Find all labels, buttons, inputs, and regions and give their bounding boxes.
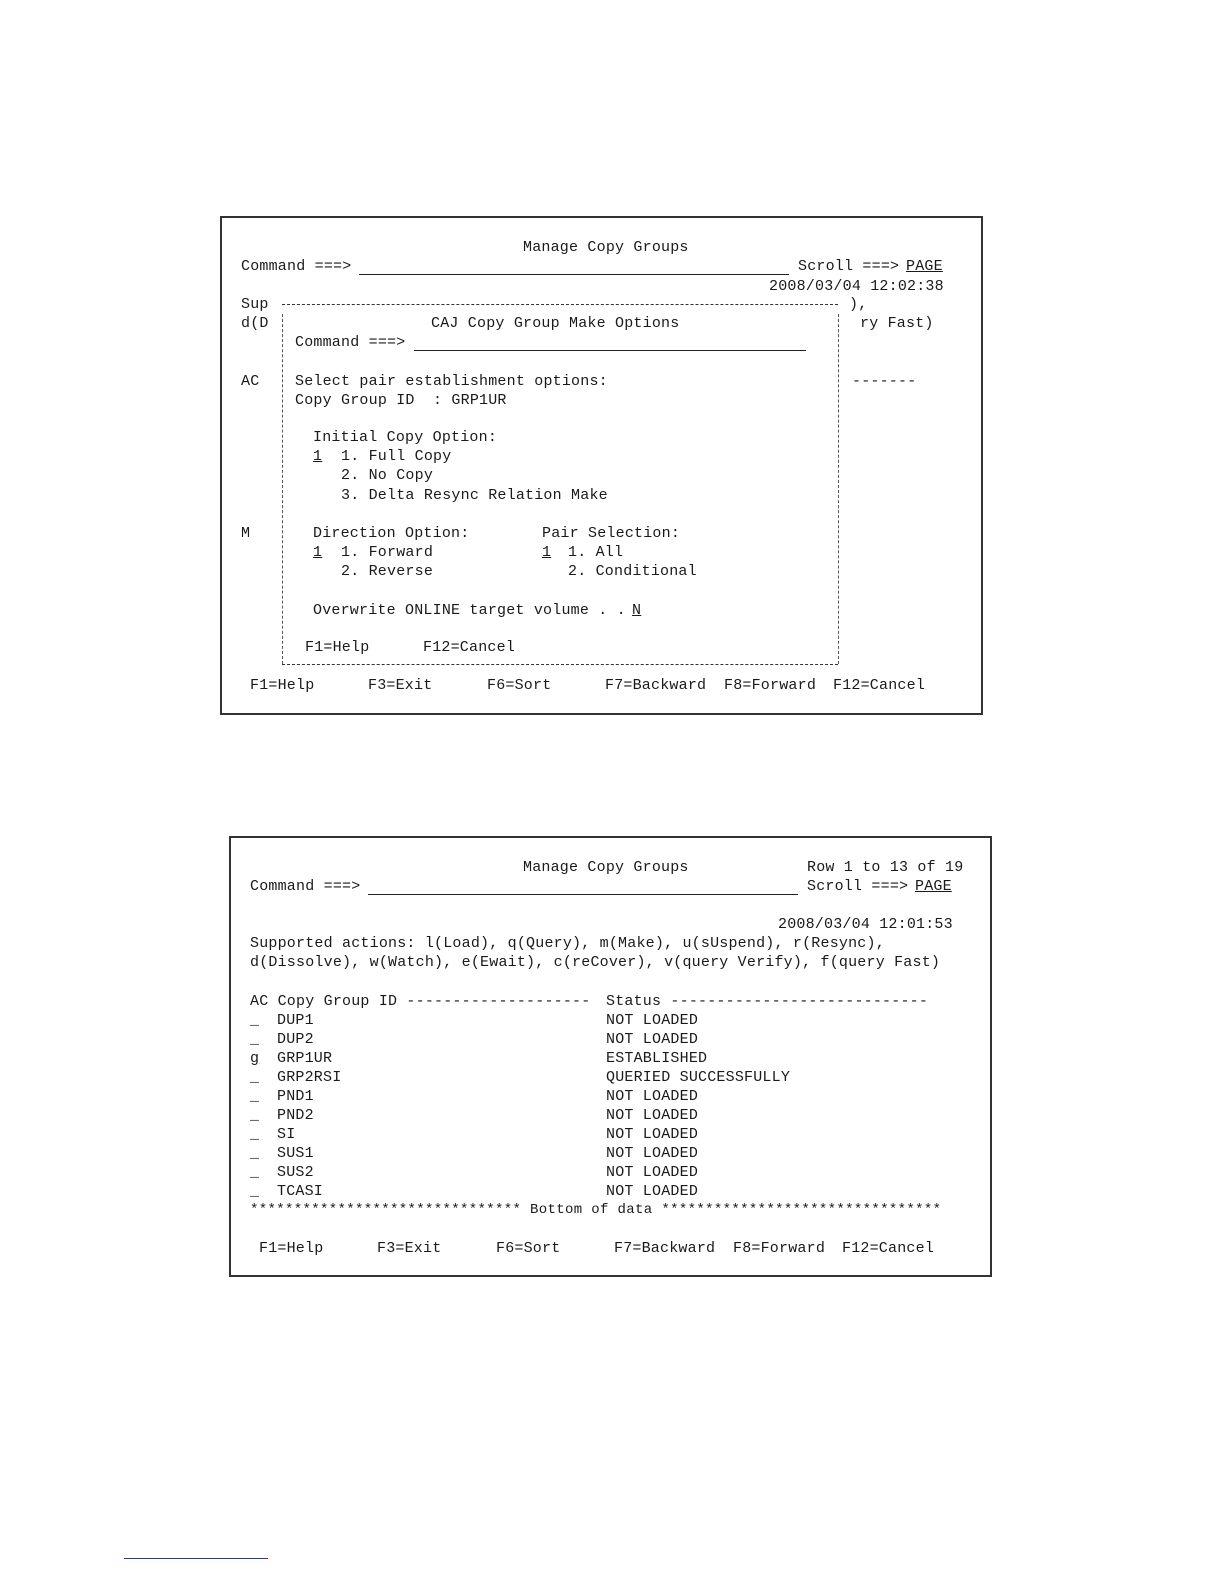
fkey-sort[interactable]: F6=Sort (496, 1240, 561, 1257)
row-group-id: PND2 (277, 1107, 314, 1124)
fkey-exit[interactable]: F3=Exit (368, 677, 433, 694)
overwrite-label: Overwrite ONLINE target volume . . (313, 602, 626, 619)
direction-option-reverse: 2. Reverse (341, 563, 434, 580)
direction-label: Direction Option: (313, 525, 470, 542)
fkey-forward[interactable]: F8=Forward (733, 1240, 826, 1257)
popup-top-border (282, 304, 838, 305)
row-group-id: SI (277, 1126, 296, 1143)
supported-actions-line1: Supported actions: l(Load), q(Query), m(Make), u(sUspend), r(Resync), (250, 935, 885, 952)
timestamp: 2008/03/04 12:01:53 (778, 916, 953, 933)
popup-command-label: Command ===> (295, 334, 406, 351)
row-group-id: DUP1 (277, 1012, 314, 1029)
row-status: NOT LOADED (606, 1107, 699, 1124)
fkey-exit[interactable]: F3=Exit (377, 1240, 442, 1257)
scroll-field[interactable]: PAGE (906, 258, 943, 275)
direction-field[interactable]: 1 (313, 544, 323, 561)
fkey-backward[interactable]: F7=Backward (605, 677, 707, 694)
row-ac-field[interactable]: _ (250, 1088, 260, 1105)
row-ac-field[interactable]: _ (250, 1145, 260, 1162)
initial-copy-field[interactable]: 1 (313, 448, 323, 465)
initial-copy-option-nocopy: 2. No Copy (341, 467, 434, 484)
screen-title: Manage Copy Groups (523, 859, 689, 876)
scroll-field[interactable]: PAGE (915, 878, 952, 895)
initial-copy-label: Initial Copy Option: (313, 429, 498, 446)
screen-manage-copy-groups (229, 836, 992, 1277)
command-label: Command ===> (241, 258, 352, 275)
select-text: Select pair establishment options: (295, 373, 608, 390)
pair-selection-label: Pair Selection: (542, 525, 681, 542)
row-status: QUERIED SUCCESSFULLY (606, 1069, 791, 1086)
pair-selection-option-all: 1. All (568, 544, 624, 561)
row-group-id: PND1 (277, 1088, 314, 1105)
fkey-sort[interactable]: F6=Sort (487, 677, 552, 694)
fkey-cancel[interactable]: F12=Cancel (833, 677, 926, 694)
row-group-id: SUS1 (277, 1145, 314, 1162)
popup-left-border (282, 314, 283, 664)
header-status: Status ---------------------------- (606, 993, 929, 1010)
row-status: NOT LOADED (606, 1164, 699, 1181)
row-status: NOT LOADED (606, 1088, 699, 1105)
fkey-help[interactable]: F1=Help (259, 1240, 324, 1257)
bg-fragment-right3: ------- (852, 373, 917, 390)
row-group-id: DUP2 (277, 1031, 314, 1048)
initial-copy-option-full: 1. Full Copy (341, 448, 452, 465)
direction-option-forward: 1. Forward (341, 544, 434, 561)
timestamp: 2008/03/04 12:02:38 (769, 278, 944, 295)
row-status: NOT LOADED (606, 1126, 699, 1143)
row-ac-field[interactable]: _ (250, 1031, 260, 1048)
row-status: ESTABLISHED (606, 1050, 708, 1067)
bottom-of-data: ******************************* Bottom of data ******************************** (250, 1202, 942, 1218)
row-group-id: GRP2RSI (277, 1069, 342, 1086)
pair-selection-field[interactable]: 1 (542, 544, 552, 561)
scroll-label: Scroll ===> (807, 878, 909, 895)
row-group-id: TCASI (277, 1183, 324, 1200)
footnote-separator (124, 1558, 268, 1559)
pair-selection-option-conditional: 2. Conditional (568, 563, 697, 580)
row-ac-field[interactable]: g (250, 1050, 260, 1067)
row-status: NOT LOADED (606, 1183, 699, 1200)
scroll-label: Scroll ===> (798, 258, 900, 275)
fkey-forward[interactable]: F8=Forward (724, 677, 817, 694)
initial-copy-option-delta: 3. Delta Resync Relation Make (341, 487, 608, 504)
fkey-cancel[interactable]: F12=Cancel (842, 1240, 935, 1257)
bg-fragment-dd: d(D (241, 315, 269, 332)
bg-fragment-right1: ), (849, 296, 868, 313)
row-ac-field[interactable]: _ (250, 1126, 260, 1143)
bg-fragment-sup: Sup (241, 296, 269, 313)
row-status: NOT LOADED (606, 1145, 699, 1162)
row-ac-field[interactable]: _ (250, 1012, 260, 1029)
row-ac-field[interactable]: _ (250, 1107, 260, 1124)
bg-fragment-m: M (241, 525, 251, 542)
popup-right-border (838, 314, 839, 664)
row-status: NOT LOADED (606, 1012, 699, 1029)
bg-fragment-right2: ry Fast) (860, 315, 934, 332)
popup-key-cancel[interactable]: F12=Cancel (423, 639, 516, 656)
row-status: NOT LOADED (606, 1031, 699, 1048)
command-input[interactable] (359, 274, 789, 275)
popup-key-help[interactable]: F1=Help (305, 639, 370, 656)
row-ac-field[interactable]: _ (250, 1183, 260, 1200)
row-info: Row 1 to 13 of 19 (807, 859, 964, 876)
row-group-id: GRP1UR (277, 1050, 333, 1067)
bg-fragment-ac: AC (241, 373, 260, 390)
popup-command-input[interactable] (414, 350, 806, 351)
command-label: Command ===> (250, 878, 361, 895)
fkey-backward[interactable]: F7=Backward (614, 1240, 716, 1257)
row-group-id: SUS2 (277, 1164, 314, 1181)
supported-actions-line2: d(Dissolve), w(Watch), e(Ewait), c(reCover), v(query Verify), f(query Fast) (250, 954, 941, 971)
popup-title: CAJ Copy Group Make Options (431, 315, 680, 332)
overwrite-field[interactable]: N (632, 602, 642, 619)
copy-group-id: Copy Group ID : GRP1UR (295, 392, 507, 409)
row-ac-field[interactable]: _ (250, 1069, 260, 1086)
screen-make-options (220, 216, 983, 715)
screen-title: Manage Copy Groups (523, 239, 689, 256)
popup-bottom-border (282, 664, 838, 665)
command-input[interactable] (368, 894, 798, 895)
fkey-help[interactable]: F1=Help (250, 677, 315, 694)
header-copy-group-id: AC Copy Group ID -------------------- (250, 993, 591, 1010)
row-ac-field[interactable]: _ (250, 1164, 260, 1181)
